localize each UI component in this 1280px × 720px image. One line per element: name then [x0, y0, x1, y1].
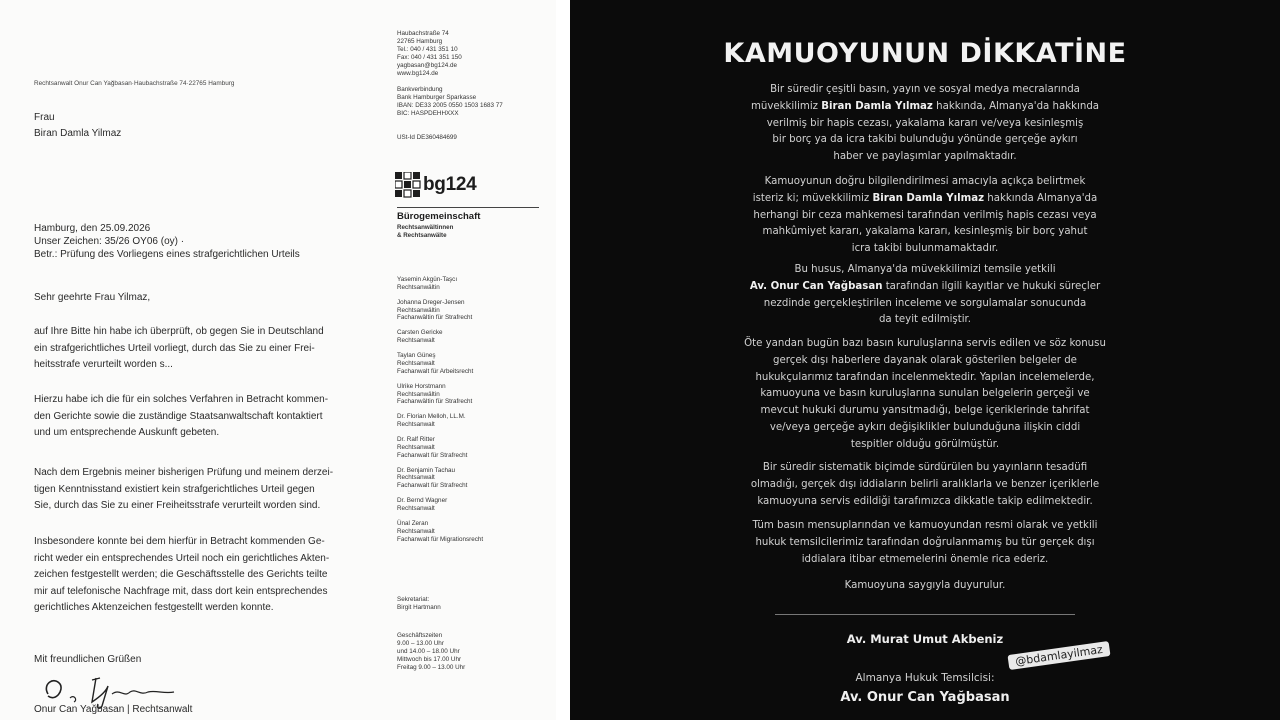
client-name: Biran Damla Yılmaz	[821, 100, 933, 112]
lawyer-entry	[397, 329, 547, 345]
office-subtitle-line: & Rechtsanwälte	[397, 232, 447, 239]
logo-text: bg124	[423, 174, 477, 195]
lawyer-entry	[397, 497, 547, 513]
office-address	[397, 30, 547, 77]
hours-line: Mittwoch bis 17.00 Uhr	[397, 655, 462, 663]
hours-line: Geschäftszeiten	[397, 632, 443, 639]
reference-line: Unser Zeichen: 35/26 OY06 (oy) ·	[34, 236, 185, 247]
public-statement	[570, 0, 1280, 720]
lawyer-title: Rechtsanwalt	[397, 474, 435, 482]
lawyer-title: Rechtsanwältin	[397, 306, 440, 314]
lawyer-title: Rechtsanwalt	[397, 421, 435, 429]
lawyer-entry	[397, 383, 547, 406]
recipient-block	[34, 110, 121, 142]
lawyer-title: Rechtsanwalt	[397, 359, 435, 367]
closing: Mit freundlichen Grüßen	[34, 654, 142, 665]
secretariat-line: Sekretariat:	[397, 596, 430, 603]
lawyer-entry	[397, 467, 547, 490]
signer-line: Onur Can Yağbasan | Rechtsanwalt	[34, 704, 193, 715]
bank-line: Bankverbindung	[397, 86, 443, 93]
address-line: yagbasan@bg124.de	[397, 61, 457, 69]
office-hours	[397, 632, 547, 672]
letter-paragraph-1: auf Ihre Bitte hin habe ich überprüft, ob gegen Sie in Deutschland ein strafgerichtliches Urteil vorliegt, durch das Sie zu einer Frei- heitsstrafe verurteilt worden s...	[34, 326, 324, 371]
vat-id: USt-Id DE360484699	[397, 134, 457, 141]
letter-paragraph-2: Hierzu habe ich die für ein solches Verfahren in Betracht kommen- den Gerichte sowie die zuständige Staatsanwaltschaft kontaktiert und um entsprechende Auskunft gebeten.	[34, 394, 329, 439]
lawyer-name: Ünal Zeran	[397, 520, 429, 528]
address-line: Tel.: 040 / 431 351 10	[397, 45, 458, 53]
lawyer-entry	[397, 413, 547, 429]
lawyer-name: Taylan Güneş	[397, 352, 436, 360]
lawyer-entry	[397, 436, 547, 459]
lawyer-entry	[397, 352, 547, 375]
date-line: Hamburg, den 25.09.2026	[34, 223, 151, 234]
lawyer-title: Fachanwalt für Migrationsrecht	[397, 535, 484, 543]
recipient-salutation: Frau	[34, 112, 55, 123]
attorney-2-name: Av. Onur Can Yağbasan	[840, 690, 1010, 705]
lawyer-name: Johanna Dreger-Jensen	[397, 298, 465, 306]
attorney-2-label: Almanya Hukuk Temsilcisi:	[855, 672, 995, 684]
bank-details	[397, 86, 547, 118]
lawyer-name: Yasemin Akgün-Taşcı	[397, 276, 458, 283]
client-name: Biran Damla Yılmaz	[872, 192, 985, 204]
statement-paragraph-5: Bir süredir sistematik biçimde sürdürülen bu yayınların tesadüfi olmadığı, gerçek dışı iddiaların belirli aralıklarla ve benzer içeriklerle kamuoyuna servis edildiği tarafımızca dikkatle takip edilmektedir.	[750, 462, 1100, 507]
lawyer-title: Rechtsanwalt	[397, 443, 435, 451]
instagram-handle-sticker[interactable]: @bdamlayilmaz	[1007, 641, 1110, 670]
subject-line: Betr.: Prüfung des Vorliegens eines strafgerichtlichen Urteils	[34, 249, 300, 260]
bank-line: BIC: HASPDEHHXXX	[397, 109, 459, 117]
lawyer-name: Dr. Ralf Ritter	[397, 436, 435, 444]
lawyer-title: Rechtsanwalt	[397, 337, 435, 345]
bg124-logo	[395, 172, 505, 200]
lawyer-name: Ulrike Horstmann	[397, 382, 446, 390]
lawyer-letter	[0, 0, 556, 720]
hours-line: 9.00 – 13.00 Uhr	[397, 639, 444, 647]
lawyer-title: Rechtsanwalt	[397, 527, 435, 535]
logo-grid-icon	[395, 172, 421, 198]
address-line: Haubachstraße 74	[397, 30, 449, 37]
statement-paragraph-1: Bir süredir çeşitli basın, yayın ve sosyal medya mecralarında müvekkilimiz Biran Damla Yılmaz hakkında, Almanya'da hakkında verilmiş bir hapis cezası, yakalama kararı ve/veya kesinleşmiş bir borç ya da icra takibi bulunduğu yönünde gerçeğe aykırı haber ve paylaşımlar yapılmaktadır.	[750, 84, 1100, 163]
lawyer-entry	[397, 520, 547, 543]
secretariat-line: Birgit Hartmann	[397, 603, 441, 611]
greeting: Sehr geehrte Frau Yilmaz,	[34, 292, 151, 303]
statement-paragraph-4: Öte yandan bugün bazı basın kuruluşlarına servis edilen ve söz konusu gerçek dışı haberlere dayanak olarak gösterilen belgeler de hukukçularımız tarafından incelenmektedir. Yapılan incelemelerde, kamuoyuna ve basın kuruluşlarına sunulan belgelerin gerçeği ve mevcut hukuki durumu yansıtmadığı, belge içeriklerinde tahrifat ve/veya gerçeğe aykırı değişiklikler bulunduğuna ilişkin ciddi tespitler olduğu görülmüştür.	[744, 338, 1106, 450]
attorney-name: Av. Onur Can Yağbasan	[749, 280, 883, 292]
bank-line: IBAN: DE33 2005 0550 1503 1683 77	[397, 101, 503, 109]
hours-line: Freitag 9.00 – 13.00 Uhr	[397, 663, 466, 671]
lawyer-title: Fachanwalt für Arbeitsrecht	[397, 367, 474, 375]
lawyer-title: Fachanwältin für Strafrecht	[397, 314, 473, 322]
address-line: www.bg124.de	[397, 69, 439, 77]
lawyer-name: Dr. Bernd Wagner	[397, 497, 448, 505]
lawyer-title: Fachanwältin für Strafrecht	[397, 398, 473, 406]
recipient-name: Biran Damla Yilmaz	[34, 128, 122, 139]
letter-meta	[34, 222, 300, 261]
lawyer-title: Rechtsanwalt	[397, 505, 435, 513]
lawyer-title: Fachanwalt für Strafrecht	[397, 451, 468, 459]
office-subtitle	[397, 224, 547, 240]
address-line: Fax: 040 / 431 351 150	[397, 53, 462, 61]
lawyer-name: Dr. Benjamin Tachau	[397, 466, 455, 474]
lawyer-entry	[397, 276, 547, 292]
statement-paragraph-3: Bu husus, Almanya'da müvekkilimizi temsile yetkili Av. Onur Can Yağbasan tarafından ilgili kayıtlar ve hukuki süreçler nezdinde gerçekleştirilen inceleme ve sorgulamalar sonucunda da teyit edilmiştir.	[749, 264, 1101, 326]
lawyer-name: Dr. Florian Melloh, LL.M.	[397, 413, 466, 421]
lawyer-list	[397, 276, 547, 551]
statement-title: KAMUOYUNUN DİKKATİNE	[723, 38, 1127, 69]
lawyer-title: Rechtsanwältin	[397, 283, 440, 291]
signature-rule	[775, 614, 1075, 615]
lawyer-name: Carsten Gericke	[397, 329, 443, 337]
lawyer-entry	[397, 299, 547, 322]
panel-divider	[556, 0, 570, 720]
office-subtitle-line: Rechtsanwältinnen	[397, 224, 454, 231]
office-title: Bürogemeinschaft	[397, 211, 481, 222]
statement-paragraph-6: Tüm basın mensuplarından ve kamuoyundan resmi olarak ve yetkili hukuk temsilcilerimiz tarafından doğrulanmamış bu tür gerçek dışı iddialara itibar etmemelerini önemle rica ederiz.	[752, 520, 1098, 565]
address-line: 22765 Hamburg	[397, 37, 443, 45]
letter-paragraph-4: Insbesondere konnte bei dem hierfür in Betracht kommenden Ge- richt weder ein entsprechendes Urteil noch ein gerichtliches Akten- zeichen festgestellt werden; die Geschäftsstelle des Gerichts teilte mir auf telefonische Nachfrage mit, dass dort kein entsprechendes gerichtliches Aktenzeichen festgestellt werden konnte.	[34, 536, 330, 614]
lawyer-title: Fachanwalt für Strafrecht	[397, 482, 468, 490]
statement-closing: Kamuoyuna saygıyla duyurulur.	[844, 580, 1006, 591]
attorney-1-name: Av. Murat Umut Akbeniz	[846, 632, 1004, 646]
letter-paragraph-3: Nach dem Ergebnis meiner bisherigen Prüfung und meinem derzei- tigen Kenntnisstand existiert kein strafgerichtliches Urteil gegen Sie, durch das Sie zu einer Freiheitsstrafe verurteilt worden sind.	[34, 467, 334, 512]
office-divider	[397, 207, 539, 208]
lawyer-title: Rechtsanwältin	[397, 390, 440, 398]
bank-line: Bank Hamburger Sparkasse	[397, 93, 477, 101]
statement-paragraph-2: Kamuoyunun doğru bilgilendirilmesi amacıyla açıkça belirtmek isteriz ki; müvekkilimiz Biran Damla Yılmaz hakkında Almanya'da herhangi bir ceza mahkemesi tarafından verilmiş hapis cezası veya mahkûmiyet kararı, yakalama kararı, kesinleşmiş bir borç yahut icra takibi bulunmamaktadır.	[752, 176, 1098, 255]
secretariat	[397, 596, 547, 612]
sender-line: Rechtsanwalt Onur Can Yağbasan·Haubachstraße 74·22765 Hamburg	[34, 80, 235, 87]
hours-line: und 14.00 – 18.00 Uhr	[397, 647, 460, 655]
